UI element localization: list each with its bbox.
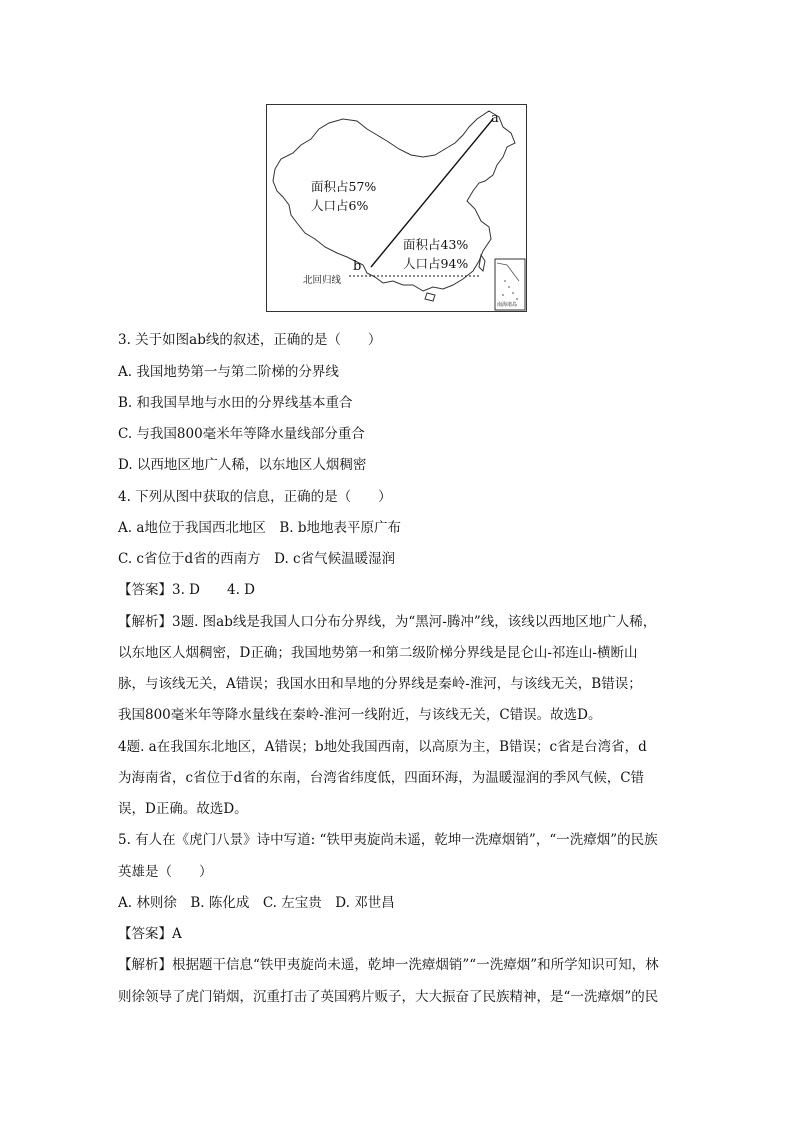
question-5-options: A. 林则徐 B. 陈化成 C. 左宝贵 D. 邓世昌	[118, 895, 395, 911]
analysis-5-line-2: 则徐领导了虎门销烟，沉重打击了英国鸦片贩子，大大振奋了民族精神，是“一洗瘴烟”的民	[118, 989, 659, 1005]
analysis-line-1: 【解析】3题. 图ab线是我国人口分布分界线，为“黑河-腾冲”线，该线以西地区地广人稀，	[118, 614, 657, 630]
analysis-line-3: 脉，与该线无关，A错误；我国水田和旱地的分界线是秦岭-淮河，与该线无关，B错误；	[118, 676, 642, 692]
question-3-option-a: A. 我国地势第一与第二阶梯的分界线	[118, 364, 339, 380]
west-area-label: 面积占57%	[311, 179, 377, 194]
question-4-options-cd: C. c省位于d省的西南方 D. c省气候温暖湿润	[118, 551, 396, 567]
question-4-stem: 4. 下列从图中获取的信息，正确的是（ ）	[118, 489, 392, 505]
west-population-label: 人口占6%	[311, 198, 369, 213]
answer-5: 【答案】A	[118, 926, 182, 942]
tropic-of-cancer-label: 北回归线	[303, 275, 342, 286]
analysis-line-7: 误，D正确。故选D。	[118, 801, 248, 817]
inset-label: 南海诸岛	[497, 302, 518, 308]
question-3-option-c: C. 与我国800毫米年等降水量线部分重合	[118, 426, 365, 442]
analysis-line-6: 为海南省，c省位于d省的东南，台湾省纬度低，四面环海，为温暖湿润的季风气候，C错	[118, 770, 645, 786]
point-a-label: a	[491, 111, 499, 126]
question-5-stem: 5. 有人在《虎门八景》诗中写道: “铁甲夷旋尚未遥，乾坤一洗瘴烟销”，“一洗瘴烟”的民族	[118, 832, 658, 848]
east-area-label: 面积占43%	[403, 237, 469, 252]
question-4-options-ab: A. a地位于我国西北地区 B. b地地表平原广布	[118, 520, 402, 536]
analysis-line-4: 我国800毫米年等降水量线在秦岭-淮河一线附近，与该线无关，C错误。故选D。	[118, 707, 602, 723]
question-3-option-d: D. 以西地区地广人稀，以东地区人烟稠密	[118, 457, 367, 473]
question-3-option-b: B. 和我国旱地与水田的分界线基本重合	[118, 395, 353, 411]
analysis-line-2: 以东地区人烟稠密，D正确；我国地势第一和第二级阶梯分界线是昆仑山-祁连山-横断山	[118, 645, 638, 661]
analysis-line-5: 4题. a在我国东北地区，A错误；b地处我国西南，以高原为主，B错误；c省是台湾省，d	[118, 739, 647, 755]
hainan-path	[425, 293, 435, 301]
answer-3-4: 【答案】3. D 4. D	[118, 582, 255, 598]
east-population-label: 人口占94%	[403, 256, 469, 271]
taiwan-path	[479, 255, 485, 271]
point-b-label: b	[353, 259, 362, 274]
analysis-5-line-1: 【解析】根据题干信息“铁甲夷旋尚未遥，乾坤一洗瘴烟销”“一洗瘴烟”和所学知识可知，林	[118, 957, 659, 973]
question-3-stem: 3. 关于如图ab线的叙述，正确的是（ ）	[118, 332, 382, 348]
china-population-map	[266, 104, 527, 312]
china-border-path	[273, 111, 515, 291]
question-5-stem-cont: 英雄是（ ）	[118, 864, 213, 880]
